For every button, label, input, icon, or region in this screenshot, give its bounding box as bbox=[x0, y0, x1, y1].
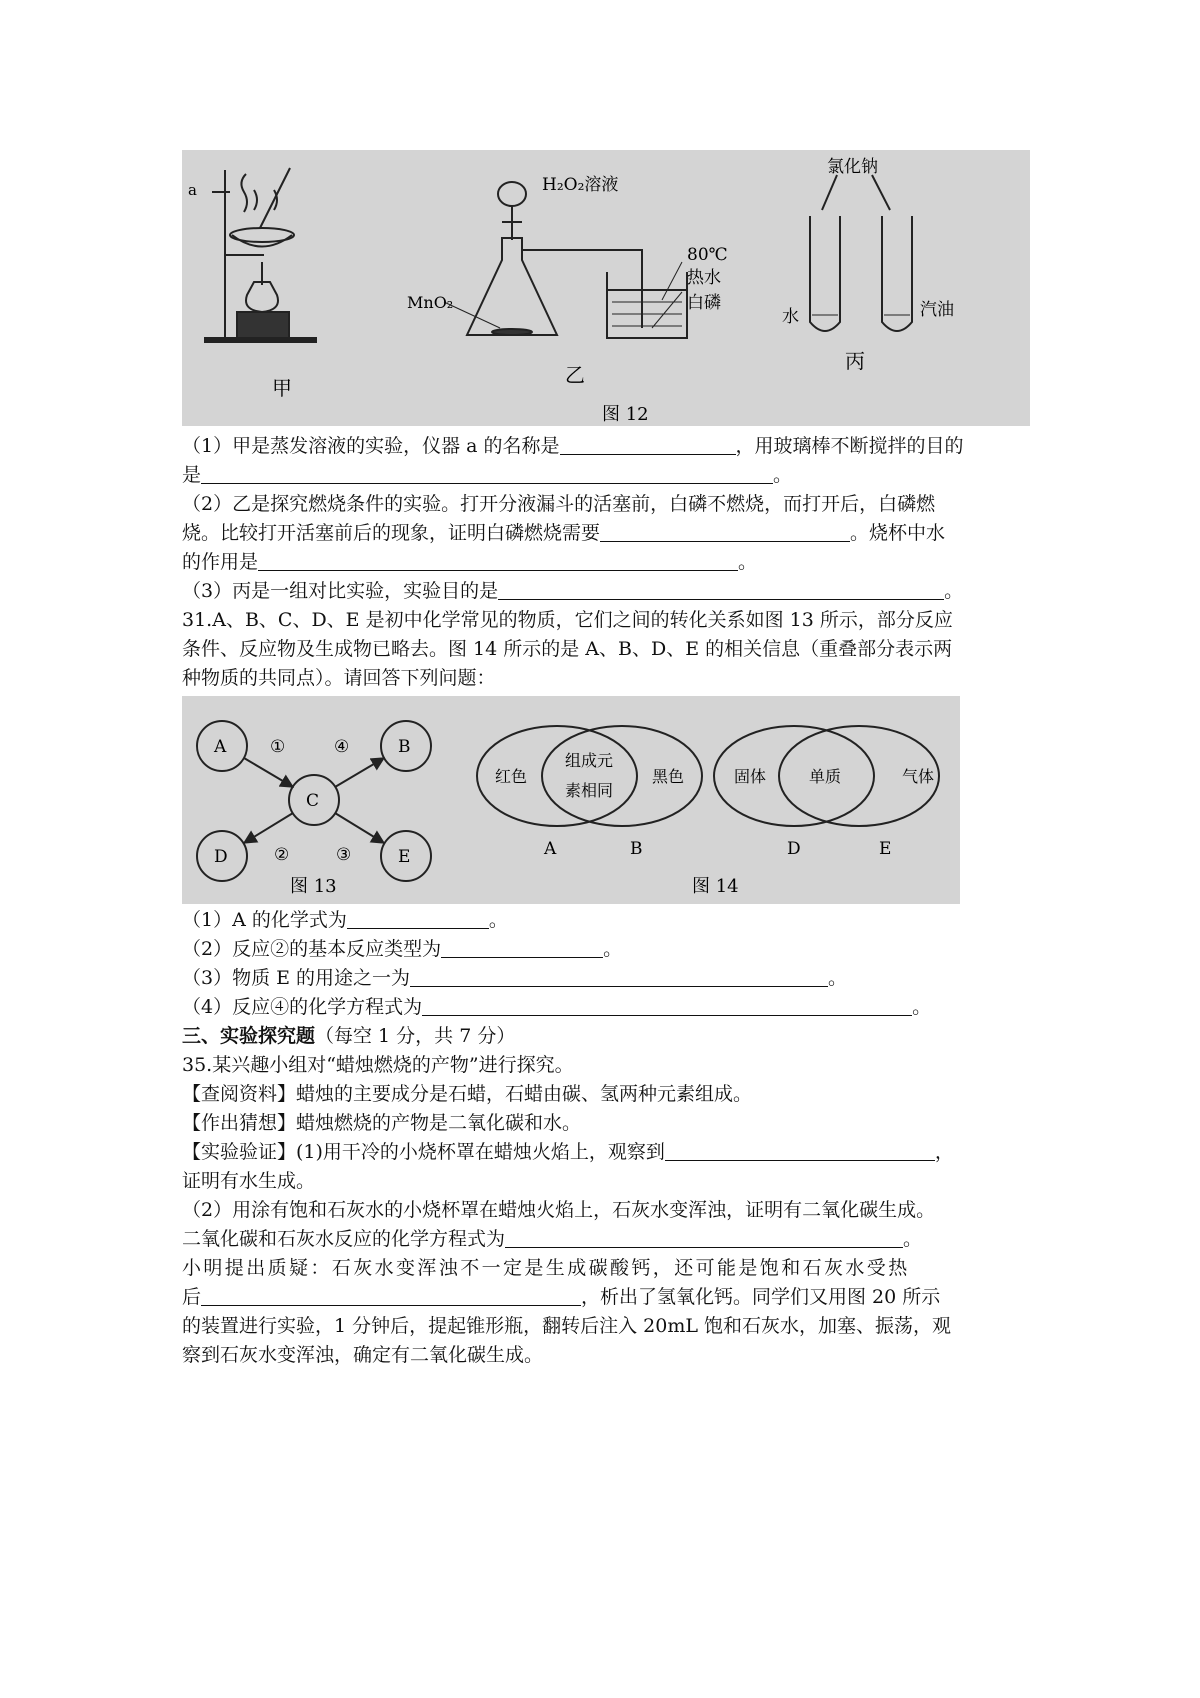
label-gasoline: 汽油 bbox=[920, 300, 954, 320]
reaction-1: ① bbox=[270, 737, 286, 757]
section-3-title: 三、实验探究题 bbox=[182, 1025, 316, 1047]
q30-line3: （2）乙是探究燃烧条件的实验。打开分液漏斗的活塞前，白磷不燃烧，而打开后，白磷燃 bbox=[182, 493, 936, 515]
label-nacl: 氯化钠 bbox=[827, 157, 878, 177]
venn-label-e: E bbox=[879, 839, 892, 859]
venn-solid: 固体 bbox=[734, 767, 767, 786]
figure-14-venn bbox=[477, 726, 939, 826]
q30-line5: 的作用是 。 bbox=[182, 551, 758, 573]
q31-intro-1: 31.A、B、C、D、E 是初中化学常见的物质，它们之间的转化关系如图 13 所示，部分反应 bbox=[182, 609, 953, 631]
q31-line2: （2）反应②的基本反应类型为 。 bbox=[182, 938, 623, 960]
q30-line4: 烧。比较打开活塞前后的现象，证明白磷燃烧需要 。烧杯中水 bbox=[182, 522, 946, 544]
q35-doubt-4: 察到石灰水变浑浊，确定有二氧化碳生成。 bbox=[182, 1344, 544, 1366]
node-b: B bbox=[398, 737, 411, 757]
reaction-2: ② bbox=[274, 845, 290, 865]
answer-blank-q31-4[interactable] bbox=[422, 995, 912, 1016]
q31-line1: （1）A 的化学式为 。 bbox=[182, 909, 508, 931]
figure-12-caption: 图 12 bbox=[602, 404, 649, 425]
q31-intro-3: 种物质的共同点）。请回答下列问题： bbox=[182, 667, 496, 689]
q35-equation: 二氧化碳和石灰水反应的化学方程式为 。 bbox=[182, 1228, 923, 1250]
node-c: C bbox=[306, 791, 320, 811]
answer-blank-q30-1a[interactable] bbox=[560, 434, 736, 455]
q35-info: 【查阅资料】蜡烛的主要成分是石蜡，石蜡由碳、氢两种元素组成。 bbox=[182, 1083, 753, 1105]
section-3-heading bbox=[182, 1022, 1030, 1051]
reaction-4: ④ bbox=[334, 737, 350, 757]
figure-12 bbox=[182, 150, 1030, 426]
jia-apparatus bbox=[204, 168, 317, 340]
answer-blank-q30-1b[interactable] bbox=[201, 463, 773, 484]
exam-page bbox=[182, 150, 1030, 1370]
q31-intro-2: 条件、反应物及生成物已略去。图 14 所示的是 A、B、D、E 的相关信息（重叠部分表示两 bbox=[182, 638, 953, 660]
node-d: D bbox=[214, 847, 228, 867]
label-hot-water: 热水 bbox=[687, 268, 721, 288]
answer-blank-q30-2b[interactable] bbox=[258, 550, 738, 571]
venn-label-b: B bbox=[630, 839, 643, 859]
figure-13-14-drawing bbox=[182, 696, 960, 904]
venn-label-d: D bbox=[787, 839, 801, 859]
venn-black: 黑色 bbox=[652, 767, 685, 786]
q30-line1: （1）甲是蒸发溶液的实验，仪器 a 的名称是 ，用玻璃棒不断搅拌的目的 bbox=[182, 435, 964, 457]
answer-blank-q31-3[interactable] bbox=[410, 966, 828, 987]
venn-common-2: 素相同 bbox=[565, 781, 614, 800]
answer-blank-q31-1[interactable] bbox=[347, 908, 489, 929]
q30-line6: （3）丙是一组对比实验，实验目的是 。 bbox=[182, 580, 964, 602]
answer-blank-q35-2[interactable] bbox=[505, 1227, 903, 1248]
yi-apparatus bbox=[444, 182, 687, 338]
node-a: A bbox=[214, 737, 227, 757]
answer-blank-q35-3[interactable] bbox=[201, 1285, 581, 1306]
q35-doubt-2: 后 ，析出了氢氧化钙。同学们又用图 20 所示 bbox=[182, 1286, 941, 1308]
label-yi: 乙 bbox=[565, 363, 585, 387]
figure-13-caption: 图 13 bbox=[290, 876, 337, 897]
label-water: 水 bbox=[782, 307, 799, 327]
q35-doubt-3: 的装置进行实验，1 分钟后，提起锥形瓶，翻转后注入 20mL 饱和石灰水，加塞、振荡，观 bbox=[182, 1315, 952, 1337]
label-h2o2: H₂O₂溶液 bbox=[542, 175, 619, 195]
q35-doubt-1: 小明提出质疑：石灰水变浑浊不一定是生成碳酸钙，还可能是饱和石灰水受热 bbox=[182, 1257, 910, 1279]
figure-14-caption: 图 14 bbox=[692, 876, 739, 897]
label-bing: 丙 bbox=[845, 349, 865, 373]
bing-apparatus bbox=[810, 175, 912, 331]
q31-line4: （4）反应④的化学方程式为 。 bbox=[182, 996, 932, 1018]
section-3-score: （每空 1 分，共 7 分） bbox=[315, 1025, 516, 1047]
q35-guess: 【作出猜想】蜡烛燃烧的产物是二氧化碳和水。 bbox=[182, 1112, 582, 1134]
q31-line3: （3）物质 E 的用途之一为 。 bbox=[182, 967, 848, 989]
answer-blank-q35-1[interactable] bbox=[665, 1140, 935, 1161]
venn-red: 红色 bbox=[495, 767, 528, 786]
label-white-p: 白磷 bbox=[687, 293, 721, 313]
label-a: a bbox=[188, 181, 197, 199]
reaction-3: ③ bbox=[336, 845, 352, 865]
label-mno2: MnO₂ bbox=[407, 293, 454, 312]
q35-verify-3: （2）用涂有饱和石灰水的小烧杯罩在蜡烛火焰上，石灰水变浑浊，证明有二氧化碳生成。 bbox=[182, 1199, 936, 1221]
q35-verify-2: 证明有水生成。 bbox=[182, 1170, 316, 1192]
answer-blank-q30-3[interactable] bbox=[498, 579, 944, 600]
venn-common-1: 组成元 bbox=[565, 751, 614, 770]
answer-blank-q31-2[interactable] bbox=[441, 937, 603, 958]
q35-intro: 35.某兴趣小组对“蜡烛燃烧的产物”进行探究。 bbox=[182, 1054, 574, 1076]
figure-13-14 bbox=[182, 696, 960, 904]
venn-label-a: A bbox=[544, 839, 557, 859]
figure-12-drawing bbox=[182, 150, 1030, 426]
label-jia: 甲 bbox=[272, 376, 292, 400]
venn-element: 单质 bbox=[809, 767, 842, 786]
q30-line2: 是 。 bbox=[182, 464, 793, 486]
node-e: E bbox=[398, 847, 411, 867]
venn-gas: 气体 bbox=[902, 767, 935, 786]
answer-blank-q30-2a[interactable] bbox=[600, 521, 850, 542]
label-temp: 80℃ bbox=[687, 245, 728, 265]
q35-verify-1: 【实验验证】(1)用干冷的小烧杯罩在蜡烛火焰上，观察到 ， bbox=[182, 1141, 954, 1163]
